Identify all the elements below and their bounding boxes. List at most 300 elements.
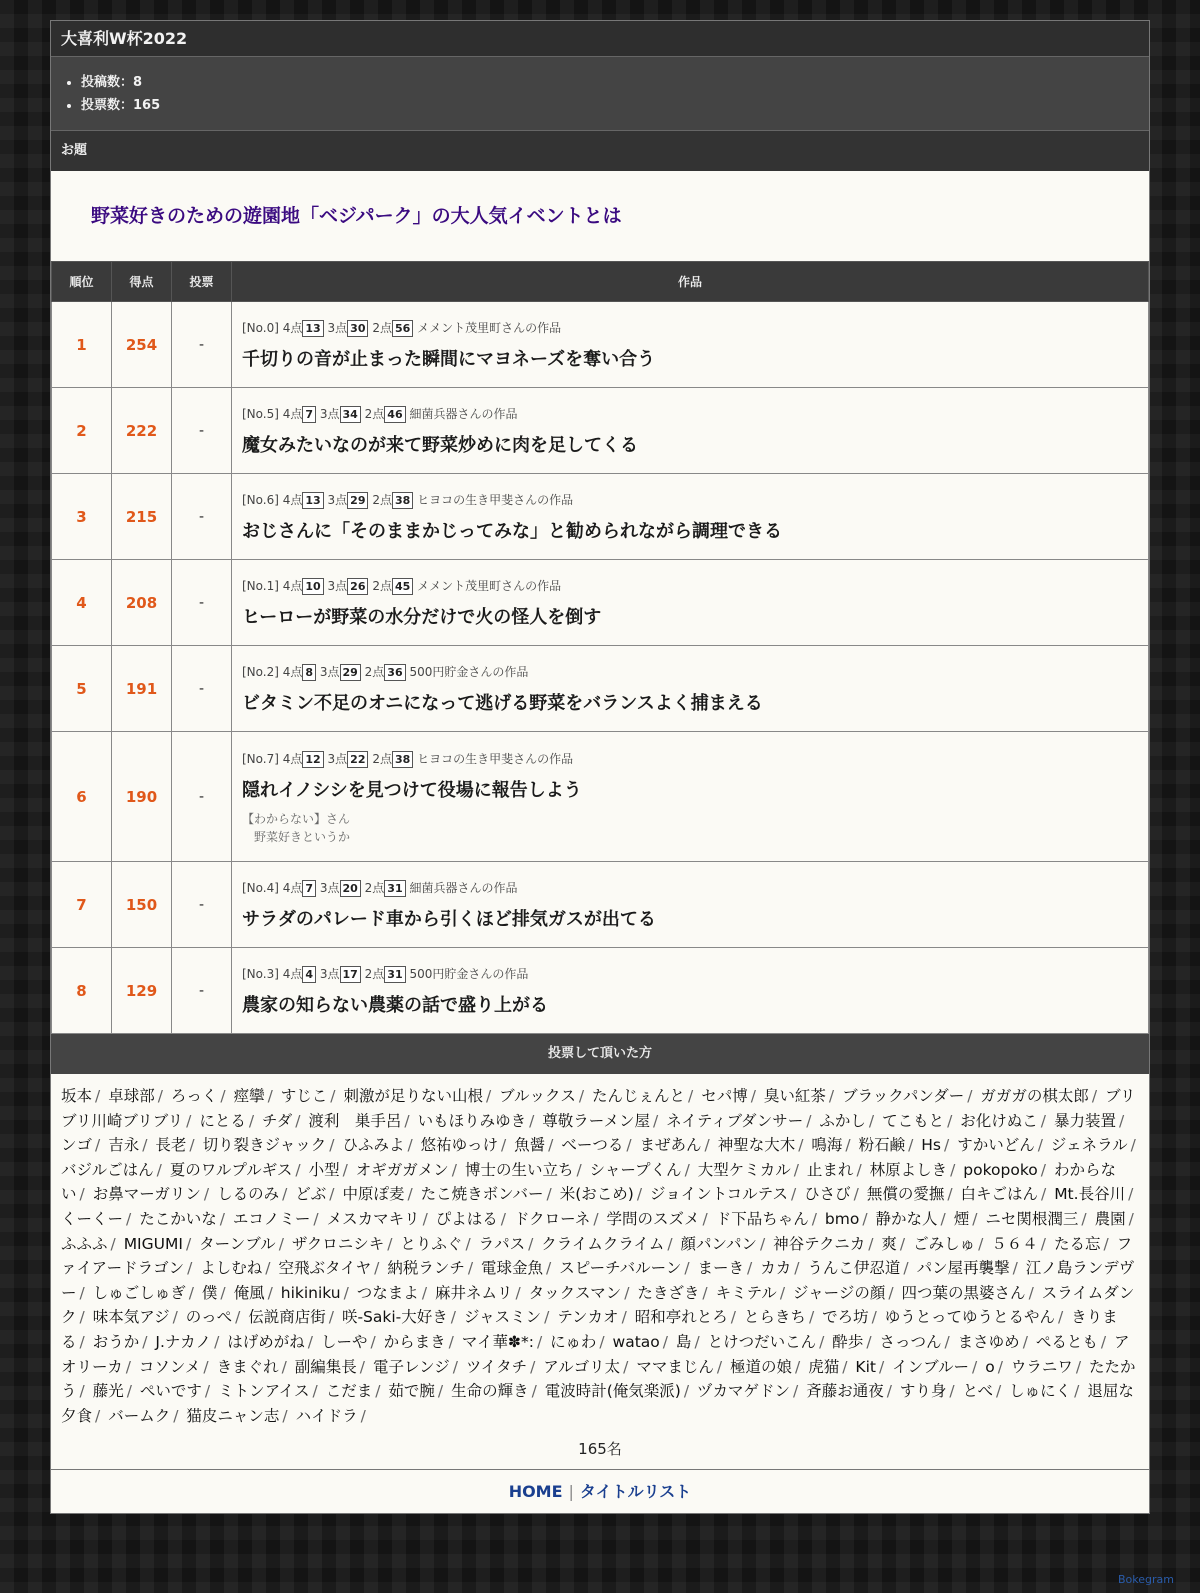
points-2-label: 2点 (372, 578, 392, 593)
score-cell: 254 (112, 302, 172, 388)
voter-name: こだま (325, 1382, 373, 1401)
voter-separator: / (1022, 1332, 1028, 1351)
table-row (52, 732, 1149, 862)
points-2-label: 2点 (372, 751, 392, 766)
voter-name: 吉永 (108, 1136, 140, 1155)
voter-name: 虎猫 (808, 1357, 840, 1376)
voter-name: 酔歩 (832, 1332, 864, 1351)
voter-name: にとる (199, 1111, 246, 1130)
voter-separator: / (142, 1136, 148, 1155)
voter-name: たる忘 (1053, 1234, 1101, 1253)
voter-separator: / (750, 1087, 756, 1105)
voter-name: クライムクライム (541, 1234, 665, 1253)
work-meta (242, 403, 1138, 425)
points-3-label: 3点 (327, 320, 348, 335)
results-table (51, 261, 1149, 1034)
work-meta (242, 317, 1138, 339)
voter-separator: / (500, 1209, 506, 1228)
voter-count: 165名 (578, 1440, 622, 1459)
col-work: 作品 (232, 262, 1149, 302)
voter-separator: / (806, 1111, 812, 1130)
voter-name: つなまよ (356, 1283, 419, 1302)
voter-name: ジェネラル (1050, 1136, 1128, 1155)
voter-separator: / (1100, 1332, 1107, 1351)
voter-name: 煙 (953, 1209, 970, 1228)
voter-separator: / (944, 1136, 950, 1155)
voter-separator: / (531, 1382, 537, 1401)
voter-name: どぶ (295, 1185, 327, 1204)
voter-separator: / (374, 1259, 380, 1278)
voter-name: 林原よしき (869, 1160, 948, 1179)
points-3-label: 3点 (327, 492, 348, 507)
voter-separator: / (219, 1209, 225, 1228)
voter-separator: / (452, 1357, 458, 1376)
voter-name: 痙攣 (233, 1087, 265, 1105)
points-3-label: 3点 (319, 406, 340, 421)
voter-separator: / (544, 1308, 550, 1327)
voter-name: ブラックパンダー (842, 1087, 965, 1105)
voter-separator: / (528, 1234, 534, 1253)
voter-separator: / (967, 1087, 973, 1105)
voter-separator: / (265, 1259, 271, 1278)
voter-separator: / (95, 1406, 101, 1425)
voter-name: たこ焼きボンバー (420, 1185, 544, 1204)
voter-separator: / (886, 1382, 892, 1401)
voter-name: とけつだいこん (707, 1332, 817, 1351)
points-2-count: 31 (384, 880, 405, 897)
voter-name: 小型 (308, 1160, 340, 1179)
vote-cell: - (172, 474, 232, 560)
voter-separator: / (798, 1136, 804, 1155)
voter-separator: / (1037, 1136, 1043, 1155)
voter-name: ブリブリ川崎ブリブリ (61, 1087, 1136, 1130)
voter-name: 江ノ島ランデヴー (61, 1259, 1135, 1302)
voter-separator: / (811, 1209, 817, 1228)
points-4-count: 8 (302, 664, 316, 681)
voter-separator: / (793, 1160, 799, 1179)
voter-name: 神谷テクニカ (773, 1234, 866, 1253)
voter-separator: / (868, 1234, 874, 1253)
voter-separator: / (448, 1332, 454, 1351)
work-author: メメント茂里町さんの作品 (417, 578, 562, 593)
voter-separator: / (593, 1209, 599, 1228)
work-cell (232, 862, 1149, 948)
post-count: • 投稿数：8 (81, 71, 1139, 94)
voter-name: 伝説商店街 (248, 1308, 326, 1327)
voter-separator: / (1040, 1234, 1047, 1253)
voter-separator: / (1091, 1087, 1098, 1105)
voter-separator: / (422, 1209, 428, 1228)
voter-name: ブルックス (499, 1087, 576, 1105)
voter-separator: / (1128, 1185, 1134, 1204)
work-meta (242, 748, 1138, 770)
voter-separator: / (621, 1308, 627, 1327)
voter-name: よしむね (200, 1259, 263, 1278)
voter-separator: / (156, 1160, 162, 1179)
voter-separator: / (716, 1357, 723, 1376)
voter-name: 魚醤 (514, 1136, 546, 1155)
voter-separator: / (312, 1382, 318, 1401)
voter-separator: / (79, 1382, 85, 1401)
voter-name: ふふふ (61, 1234, 108, 1253)
voter-name: 無償の愛撫 (866, 1185, 945, 1204)
voter-separator: / (220, 1087, 226, 1105)
voter-separator: / (684, 1259, 690, 1278)
voter-separator: / (451, 1160, 458, 1179)
work-cell (232, 302, 1149, 388)
voter-name: ツイタチ (465, 1357, 528, 1376)
voter-name: 学問のスズメ (606, 1209, 700, 1228)
voter-separator: / (845, 1136, 851, 1155)
voter-separator: / (295, 1111, 301, 1130)
voter-name: 極道の娘 (730, 1357, 793, 1376)
voter-name: たんじぇんと (592, 1087, 686, 1105)
voter-separator: / (328, 1308, 335, 1327)
voter-separator: / (485, 1087, 492, 1105)
voter-separator: / (370, 1332, 376, 1351)
voter-separator: / (248, 1111, 255, 1130)
voter-name: テンカオ (557, 1308, 619, 1327)
voter-separator: / (467, 1259, 474, 1278)
voter-separator: / (684, 1160, 690, 1179)
voter-separator: / (862, 1209, 868, 1228)
voter-separator: / (530, 1357, 536, 1376)
voter-separator: / (972, 1357, 978, 1376)
page-title: 大喜利W杯2022 (51, 21, 1149, 57)
voter-separator: / (624, 1283, 630, 1302)
points-3-count: 20 (340, 880, 361, 897)
col-vote: 投票 (172, 262, 232, 302)
points-2-label: 2点 (364, 406, 385, 421)
work-cell (232, 732, 1149, 862)
voter-name: しーや (320, 1332, 368, 1351)
work-number: [No.7] (242, 751, 279, 766)
voter-name: 茹で腕 (388, 1382, 435, 1401)
points-3-count: 34 (340, 406, 361, 423)
voter-separator: / (1040, 1111, 1047, 1130)
comment-body: 野菜好きというか (254, 829, 351, 844)
voter-separator: / (126, 1382, 132, 1401)
rank-cell: 2 (52, 388, 112, 474)
voter-name: まーき (697, 1259, 745, 1278)
voter-separator: / (95, 1087, 101, 1105)
work-author: ヒヨコの生き甲斐さんの作品 (417, 751, 574, 766)
voter-name: べーつる (561, 1136, 624, 1155)
vote-cell: - (172, 732, 232, 862)
points-4-label: 4点 (282, 966, 303, 981)
voter-separator: / (189, 1136, 195, 1155)
work-meta (242, 489, 1138, 511)
voter-separator: / (794, 1259, 800, 1278)
voter-separator: / (172, 1308, 178, 1327)
voter-name: 夏のワルプルギス (169, 1160, 293, 1179)
voter-separator: / (548, 1136, 554, 1155)
voter-name: ミトンアイス (218, 1382, 310, 1401)
col-score: 得点 (112, 262, 172, 302)
voter-name: ぴよはる (435, 1209, 498, 1228)
voter-name: いもほりみゆき (417, 1111, 527, 1130)
voter-separator: / (793, 1382, 799, 1401)
voter-name: 鳴海 (811, 1136, 843, 1155)
voter-separator: / (421, 1283, 428, 1302)
voter-separator: / (330, 1087, 336, 1105)
voter-separator: / (95, 1136, 101, 1155)
voter-separator: / (808, 1308, 815, 1327)
score-cell: 222 (112, 388, 172, 474)
points-2-count: 45 (392, 578, 413, 595)
points-2-count: 56 (392, 320, 413, 337)
voter-name: ド下品ちゃん (715, 1209, 809, 1228)
voter-name: 切り裂きジャック (202, 1136, 327, 1155)
voter-name: 電子レンジ (372, 1357, 450, 1376)
table-row (52, 474, 1149, 560)
voter-separator: / (220, 1283, 226, 1302)
voters-list (51, 1074, 1149, 1434)
work-number: [No.6] (242, 492, 279, 507)
title-list-link[interactable]: タイトルリスト (579, 1482, 692, 1502)
voter-separator: / (359, 1357, 366, 1376)
rank-cell: 4 (52, 560, 112, 646)
voter-separator: / (536, 1332, 543, 1351)
points-4-count: 13 (302, 492, 323, 509)
voter-separator: / (157, 1087, 163, 1105)
site-credit[interactable]: Bokegram (1118, 1573, 1174, 1586)
voter-separator: / (856, 1160, 862, 1179)
voter-separator: / (278, 1234, 284, 1253)
voter-separator: / (546, 1185, 552, 1204)
voter-name: とらきち (743, 1308, 806, 1327)
voter-separator: / (790, 1185, 797, 1204)
work-author: ヒヨコの生き甲斐さんの作品 (417, 492, 574, 507)
work-meta (242, 963, 1138, 985)
voter-name: hikiniku (280, 1283, 341, 1302)
work-cell (232, 388, 1149, 474)
voter-separator: / (868, 1111, 875, 1130)
rank-cell: 5 (52, 646, 112, 732)
voter-name: てこもと (882, 1111, 945, 1130)
voter-name: 粉石鹸 (858, 1136, 906, 1155)
voter-separator: / (747, 1259, 753, 1278)
voter-separator: / (903, 1259, 909, 1278)
voter-name: 咲-Saki-大好き (341, 1308, 448, 1327)
voter-separator: / (343, 1283, 349, 1302)
work-number: [No.2] (242, 664, 279, 679)
voter-separator: / (203, 1185, 210, 1204)
voter-separator: / (947, 1111, 953, 1130)
voter-name: お鼻マーガリン (92, 1185, 201, 1204)
voter-name: セパ博 (701, 1087, 748, 1105)
voter-name: キミテル (715, 1283, 777, 1302)
voter-separator: / (949, 1382, 955, 1401)
rank-cell: 8 (52, 948, 112, 1034)
voter-name: 麻井ネムリ (434, 1283, 513, 1302)
voter-name: たこかいな (139, 1209, 217, 1228)
voter-name: 俺風 (233, 1283, 265, 1302)
voter-name: Mt.長谷川 (1054, 1185, 1126, 1204)
work-cell (232, 646, 1149, 732)
voter-separator: / (944, 1332, 950, 1351)
voter-separator: / (407, 1136, 413, 1155)
voter-separator: / (329, 1136, 335, 1155)
points-2-label: 2点 (364, 880, 385, 895)
points-3-count: 26 (347, 578, 368, 595)
voter-separator: / (950, 1160, 956, 1179)
voter-name: 悠祐ゆっけ (420, 1136, 498, 1155)
voter-name: 副編集長 (294, 1357, 357, 1376)
points-4-label: 4点 (282, 880, 303, 895)
points-4-label: 4点 (282, 406, 303, 421)
voter-separator: / (375, 1382, 381, 1401)
voter-name: とべ (962, 1382, 993, 1401)
voter-name: 大型ケミカル (697, 1160, 791, 1179)
points-2-label: 2点 (372, 320, 392, 335)
voter-name: ヅカマゲドン (697, 1382, 791, 1401)
voter-separator: / (267, 1283, 273, 1302)
voter-separator: / (888, 1283, 894, 1302)
voter-name: スライムダンク (61, 1283, 1135, 1327)
voter-separator: / (702, 1283, 708, 1302)
voter-name: ンゴ (61, 1136, 93, 1155)
rank-cell: 6 (52, 732, 112, 862)
voter-separator: / (188, 1283, 194, 1302)
voters-label: 投票して頂いた方 (51, 1034, 1149, 1074)
odai-label: お題 (51, 131, 1149, 171)
points-2-label: 2点 (364, 664, 385, 679)
voter-separator: / (79, 1332, 85, 1351)
voter-separator: / (1012, 1259, 1018, 1278)
odai-text: 野菜好きのための遊園地「ベジパーク」の大人気イベントとは (91, 205, 622, 227)
voter-name: しゅごしゅぎ (92, 1283, 186, 1302)
voter-name: さっつん (879, 1332, 942, 1351)
voter-name: 爽 (881, 1234, 897, 1253)
voter-separator: / (576, 1160, 582, 1179)
voter-separator: / (623, 1357, 629, 1376)
table-row (52, 862, 1149, 948)
voter-name: コソンメ (138, 1357, 201, 1376)
voter-separator: / (546, 1259, 552, 1278)
voter-separator: / (267, 1087, 273, 1105)
points-2-count: 36 (384, 664, 405, 681)
voter-separator: / (79, 1283, 85, 1302)
home-link[interactable]: HOME (508, 1482, 563, 1502)
voter-separator: / (282, 1185, 288, 1204)
points-4-label: 4点 (282, 751, 303, 766)
voter-separator: / (828, 1087, 835, 1105)
voter-name: 静かな人 (875, 1209, 938, 1228)
voter-name: ファイアードラゴン (61, 1234, 1133, 1278)
voter-separator: / (185, 1234, 192, 1253)
work-author: メメント茂里町さんの作品 (417, 320, 562, 335)
points-4-count: 7 (302, 880, 316, 897)
work-author: 細菌兵器さんの作品 (409, 880, 518, 895)
work-number: [No.5] (242, 406, 279, 421)
voter-separator: / (636, 1185, 643, 1204)
voter-name: ママまじん (636, 1357, 714, 1376)
voter-name: スピーチバルーン (559, 1259, 682, 1278)
voter-name: ジョイントコルテス (650, 1185, 788, 1204)
points-4-count: 10 (302, 578, 323, 595)
voter-name: くーくー (61, 1209, 124, 1228)
voter-separator: / (500, 1136, 507, 1155)
voter-name: 止まれ (806, 1160, 854, 1179)
voter-separator: / (450, 1308, 457, 1327)
comment-author: 【わからない】さん (242, 811, 351, 826)
voter-name: 博士の生い立ち (464, 1160, 574, 1179)
table-row (52, 302, 1149, 388)
table-row (52, 646, 1149, 732)
work-title: ヒーローが野菜の水分だけで火の怪人を倒す (242, 606, 602, 628)
voter-separator: / (281, 1357, 287, 1376)
table-row (52, 388, 1149, 474)
voter-name: 納税ランチ (387, 1259, 465, 1278)
voter-name: 猫皮ニャン志 (186, 1406, 280, 1425)
rank-cell: 1 (52, 302, 112, 388)
voter-separator: / (437, 1382, 444, 1401)
voter-name: 顔パンパン (680, 1234, 757, 1253)
voter-name: 神聖な大木 (717, 1136, 796, 1155)
voter-separator: / (329, 1185, 335, 1204)
voter-separator: / (235, 1308, 241, 1327)
voter-separator: / (899, 1234, 906, 1253)
voter-name: すじこ (280, 1087, 328, 1105)
voter-name: カカ (760, 1259, 792, 1278)
work-meta (242, 877, 1138, 899)
voter-name: バームク (108, 1406, 171, 1425)
voter-name: Kit (855, 1357, 876, 1376)
voter-name: 退屈な夕食 (61, 1382, 1134, 1425)
voter-separator: / (79, 1308, 85, 1327)
voter-name: すかいどん (957, 1136, 1035, 1155)
voter-separator: / (465, 1234, 471, 1253)
voter-separator: / (110, 1234, 116, 1253)
voter-separator: / (779, 1283, 786, 1302)
voter-separator: / (995, 1382, 1002, 1401)
points-4-label: 4点 (282, 664, 303, 679)
voter-separator: / (599, 1332, 605, 1351)
score-cell: 150 (112, 862, 172, 948)
voter-name: 僕 (201, 1283, 218, 1302)
voter-separator: / (187, 1259, 193, 1278)
points-3-count: 29 (340, 664, 361, 681)
voter-name: のっぺ (185, 1308, 233, 1327)
voter-separator: / (1040, 1160, 1046, 1179)
voter-name: ザクロニシキ (291, 1234, 385, 1253)
work-number: [No.3] (242, 966, 279, 981)
work-title: 隠れイノシシを見つけて役場に報告しよう (242, 779, 582, 801)
voter-separator: / (842, 1357, 848, 1376)
voter-separator: / (653, 1111, 659, 1130)
voter-name: メスカマキリ (326, 1209, 420, 1228)
points-2-count: 38 (392, 492, 413, 509)
vote-cell: - (172, 560, 232, 646)
voter-separator: / (694, 1332, 700, 1351)
voter-name: ガガガの棋太郎 (980, 1087, 1089, 1105)
vote-count: • 投票数：165 (81, 94, 1139, 117)
work-title: ビタミン不足のオニになって逃げる野菜をバランスよく捕まえる (242, 692, 763, 714)
score-cell: 191 (112, 646, 172, 732)
points-3-label: 3点 (319, 664, 340, 679)
voter-name: 電球金魚 (481, 1259, 544, 1278)
voter-name: 米(おこめ) (559, 1185, 634, 1204)
work-title: サラダのパレード車から引くほど排気ガスが出てる (242, 908, 656, 930)
score-cell: 215 (112, 474, 172, 560)
voter-name: アルゴリ太 (543, 1357, 621, 1376)
work-cell (232, 560, 1149, 646)
voter-separator: / (795, 1357, 801, 1376)
points-3-label: 3点 (327, 751, 348, 766)
voter-separator: / (871, 1308, 877, 1327)
voter-name: まぜあん (639, 1136, 702, 1155)
